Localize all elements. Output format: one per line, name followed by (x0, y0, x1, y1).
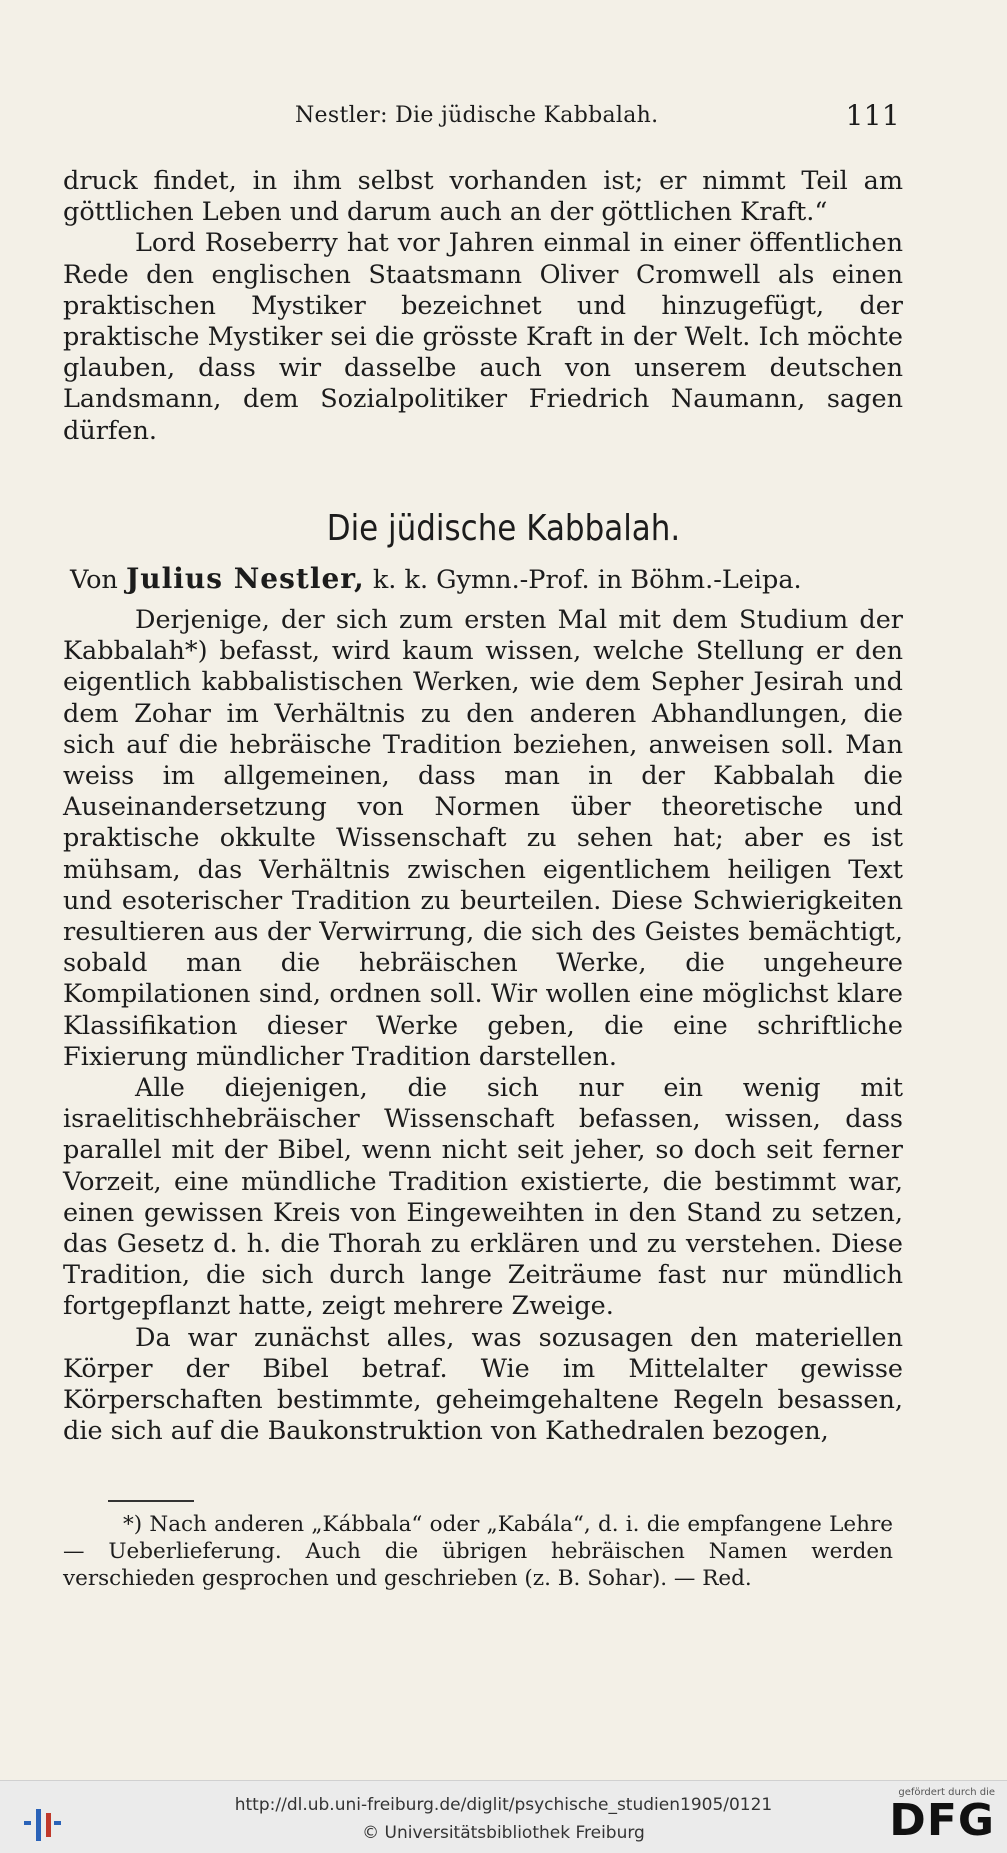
dfg-logo[interactable] (885, 1787, 995, 1844)
author-info: k. k. Gymn.-Prof. in Böhm.-Leipa. (372, 565, 802, 595)
running-title: Nestler: Die jüdische Kabbalah. (295, 103, 659, 128)
intro-paragraph-2: Lord Roseberry hat vor Jahren einmal in einer öffentlichen Rede den englischen Staatsmann Oliver Cromwell als einen praktischen Mystiker bezeichnet und hinzugefügt, der praktische Mystiker sei die grösste Kraft in der Welt. Ich möchte glauben, dass wir dasselbe auch von unserem deutschen Landsmann, dem Sozialpolitiker Friedrich Naumann, sagen dürfen. (63, 228, 903, 446)
article-paragraph-2: Alle diejenigen, die sich nur ein wenig mit israelitischhebräischer Wissenschaft befassen, wissen, dass parallel mit der Bibel, wenn nicht seit jeher, so doch seit ferner Vorzeit, eine mündliche Tradition existierte, die bestimmt war, einen gewissen Kreis von Eingeweihten in den Stand zu setzen, das Gesetz d. h. die Thorah zu erklären und zu verstehen. Diese Tradition, die sich durch lange Zeiträume fast nur mündlich fortgepflanzt hatte, zeigt mehrere Zweige. (63, 1073, 903, 1322)
article-byline (70, 562, 900, 595)
source-url[interactable]: http://dl.ub.uni-freiburg.de/diglit/psychische_studien1905/0121 (234, 1795, 773, 1815)
footnote (63, 1511, 893, 1592)
byline-prefix: Von (70, 565, 118, 595)
copyright-notice: © Universitätsbibliothek Freiburg (362, 1823, 645, 1843)
viewer-footer (0, 1780, 1007, 1853)
intro-paragraph-1: druck findet, in ihm selbst vorhanden ist; er nimmt Teil am göttlichen Leben und darum auch an der göttlichen Kraft.“ (63, 166, 903, 228)
running-header (295, 99, 900, 132)
funder-caption: gefördert durch die (898, 1787, 995, 1798)
article-paragraph-3: Da war zunächst alles, was sozusagen den materiellen Körper der Bibel betraf. Wie im Mittelalter gewisse Körperschaften bestimmte, geheimgehaltene Regeln besassen, die sich auf die Baukonstruktion von Kathedralen bezogen, (63, 1322, 903, 1447)
footnote-text: *) Nach anderen „Kábbala“ oder „Kabála“, d. i. die empfangene Lehre — Ueberlieferung. Auch die übrigen hebräischen Namen werden verschieden gesprochen und geschrieben (z. B. Sohar). — Red. (63, 1512, 893, 1591)
author-name: Julius Nestler, (125, 562, 365, 595)
article-title: Die jüdische Kabbalah. (326, 508, 681, 549)
article-body (63, 605, 903, 1447)
article-paragraph-1: Derjenige, der sich zum ersten Mal mit dem Studium der Kabbalah*) befasst, wird kaum wissen, welche Stellung er den eigentlich kabbalistischen Werken, wie dem Sepher Jesirah und dem Zohar im Verhältnis zu den anderen Abhandlungen, die sich auf die hebräische Tradition beziehen, anweisen soll. Man weiss im allgemeinen, dass man in der Kabbalah die Auseinandersetzung von Normen über theoretische und praktische okkulte Wissenschaft zu sehen hat; aber es ist mühsam, das Verhältnis zwischen eigentlichem heiligen Text und esoterischer Tradition zu beurteilen. Diese Schwierigkeiten resultieren aus der Verwirrung, die sich des Geistes bemächtigt, sobald man die hebräischen Werke, die ungeheure Kompilationen sind, ordnen soll. Wir wollen eine möglichst klare Klassifikation dieser Werke geben, die eine schriftliche Fixierung mündlicher Tradition darstellen. (63, 605, 903, 1072)
dfg-logo-text: DFG (889, 1795, 995, 1846)
page-number: 111 (845, 99, 900, 132)
footnote-rule (108, 1500, 194, 1502)
intro-section (63, 166, 903, 447)
